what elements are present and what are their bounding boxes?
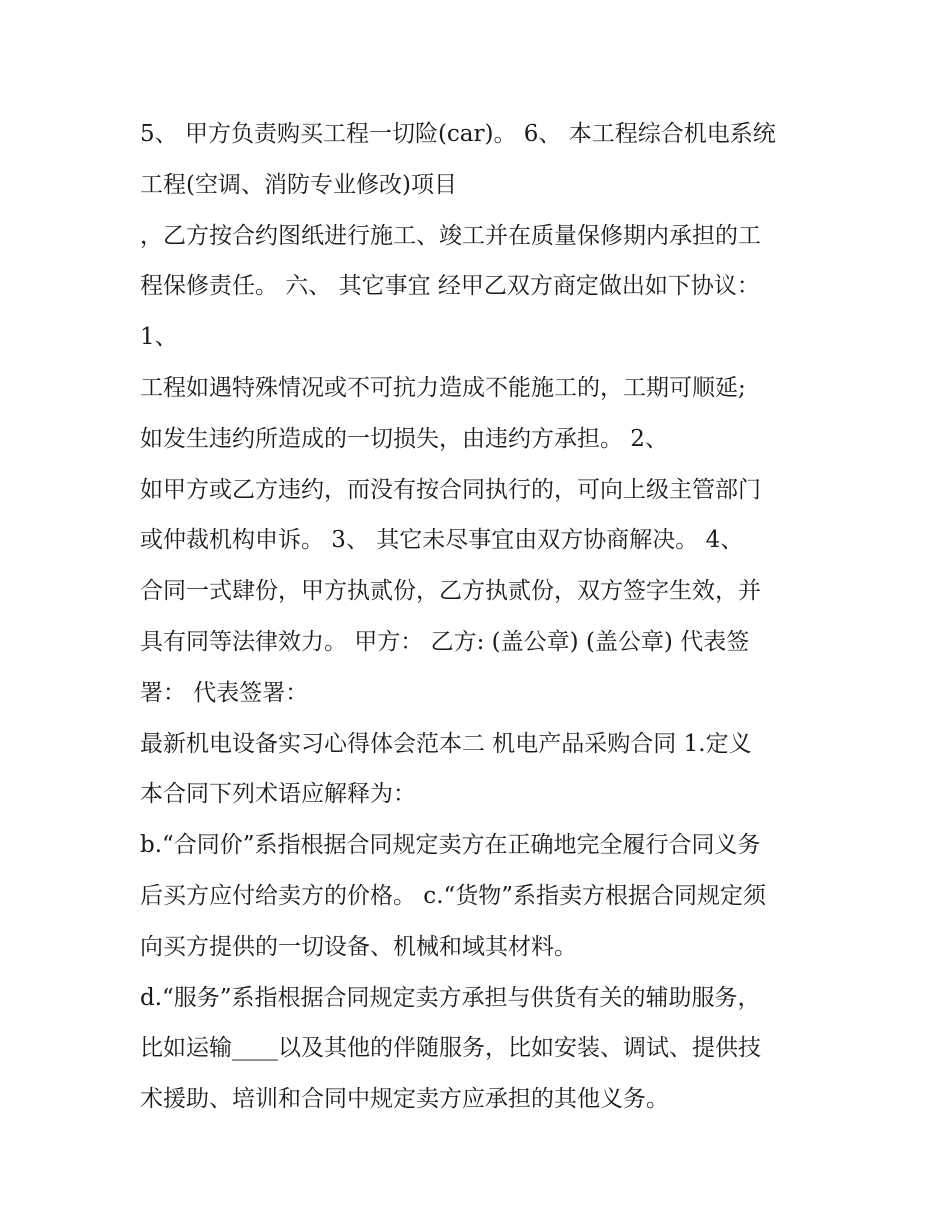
text-line: 署： 代表签署：	[140, 679, 309, 706]
text-line: 最新机电设备实习心得体会范本二 机电产品采购合同 1.定义	[140, 730, 752, 757]
text-line: 程保修责任。 六、 其它事宜 经甲乙双方商定做出如下协议：	[140, 273, 760, 300]
text-line: d.“服务”系指根据合同规定卖方承担与供货有关的辅助服务，	[140, 984, 761, 1011]
text-line: 本合同下列术语应解释为：	[140, 781, 416, 808]
text-line: 工程(空调、消防专业修改)项目	[140, 171, 457, 198]
text-line: 如发生违约所造成的一切损失，由违约方承担。 2、	[140, 425, 668, 452]
text-line: 比如运输____以及其他的伴随服务，比如安装、调试、提供技	[140, 1035, 761, 1062]
text-line: 1、	[140, 324, 178, 351]
text-line: 工程如遇特殊情况或不可抗力造成不能施工的，工期可顺延;	[140, 374, 746, 401]
text-line: 5、 甲方负责购买工程一切险(car)。 6、 本工程综合机电系统	[140, 121, 776, 147]
text-line: ，乙方按合约图纸进行施工、竣工并在质量保修期内承担的工	[140, 222, 761, 249]
text-line: 术援助、培训和合同中规定卖方应承担的其他义务。	[140, 1086, 669, 1113]
text-line: 合同一式肆份，甲方执贰份，乙方执贰份，双方签字生效，并	[140, 578, 761, 605]
text-line: b.“合同价”系指根据合同规定卖方在正确地完全履行合同义务	[140, 832, 761, 859]
text-line: 后买方应付给卖方的价格。 c.“货物”系指卖方根据合同规定须	[140, 882, 767, 909]
text-line: 或仲裁机构申诉。 3、 其它未尽事宜由双方协商解决。 4、	[140, 527, 744, 554]
document-body	[140, 109, 820, 1125]
text-line: 具有同等法律效力。 甲方： 乙方: (盖公章) (盖公章) 代表签	[140, 628, 750, 655]
text-line: 向买方提供的一切设备、机械和域其材料。	[140, 933, 577, 960]
text-line: 如甲方或乙方违约，而没有按合同执行的，可向上级主管部门	[140, 476, 761, 503]
